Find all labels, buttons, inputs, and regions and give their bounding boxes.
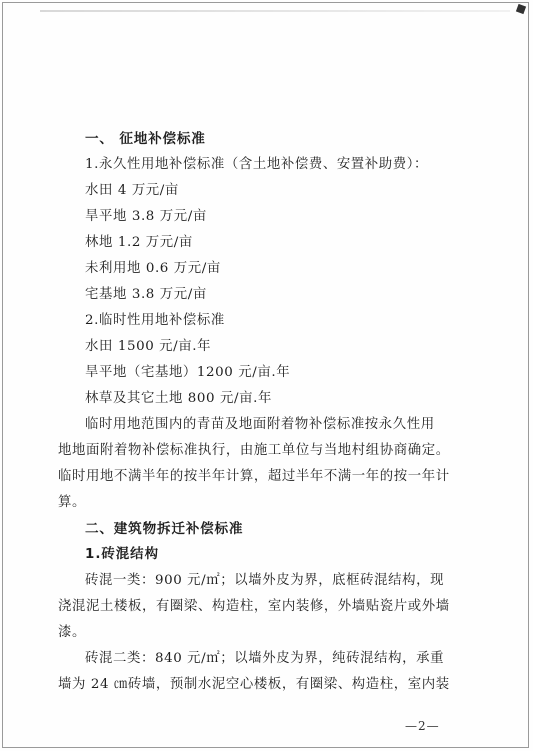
brick-class-two-line-2: 墙为 24 ㎝砖墙，预制水泥空心楼板，有圈梁、构造柱，室内装 — [58, 677, 450, 692]
subheading-temporary-land: 2.临时性用地补偿标准 — [85, 313, 225, 328]
paragraph-line-1: 临时用地范围内的青苗及地面附着物补偿标准按永久性用 — [85, 417, 435, 432]
scan-shadow — [40, 10, 510, 12]
rate-homestead: 宅基地 3.8 万元/亩 — [85, 287, 207, 302]
brick-class-one-line-3: 漆。 — [58, 625, 86, 640]
section-heading-building-compensation: 二、建筑物拆迁补偿标准 — [85, 521, 244, 537]
section-heading-land-compensation: 一、 征地补偿标准 — [85, 131, 206, 147]
brick-class-two-line-1: 砖混二类：840 元/㎡；以墙外皮为界，纯砖混结构，承重 — [85, 651, 445, 666]
temp-rate-paddy-field: 水田 1500 元/亩.年 — [85, 339, 212, 354]
page-number: —2— — [405, 719, 440, 733]
paragraph-line-2: 地地面附着物补偿标准执行，由施工单位与当地村组协商确定。 — [58, 443, 450, 458]
rate-unused-land: 未利用地 0.6 万元/亩 — [85, 261, 221, 276]
rate-dry-land: 旱平地 3.8 万元/亩 — [85, 209, 207, 224]
rate-paddy-field: 水田 4 万元/亩 — [85, 183, 179, 198]
rate-forest-land: 林地 1.2 万元/亩 — [85, 235, 193, 250]
temp-rate-grass-land: 林草及其它土地 800 元/亩.年 — [85, 391, 272, 406]
brick-class-one-line-1: 砖混一类：900 元/㎡；以墙外皮为界，底框砖混结构，现 — [85, 573, 445, 588]
subheading-brick-concrete: 1.砖混结构 — [85, 547, 159, 562]
temp-rate-dry-land: 旱平地（宅基地）1200 元/亩.年 — [85, 365, 291, 380]
paragraph-line-3: 临时用地不满半年的按半年计算，超过半年不满一年的按一年计 — [58, 469, 450, 484]
brick-class-one-line-2: 浇混泥土楼板，有圈梁、构造柱，室内装修，外墙贴瓷片或外墙 — [58, 599, 450, 614]
paragraph-line-4: 算。 — [58, 495, 86, 510]
subheading-permanent-land: 1.永久性用地补偿标准（含土地补偿费、安置补助费）： — [85, 157, 429, 172]
